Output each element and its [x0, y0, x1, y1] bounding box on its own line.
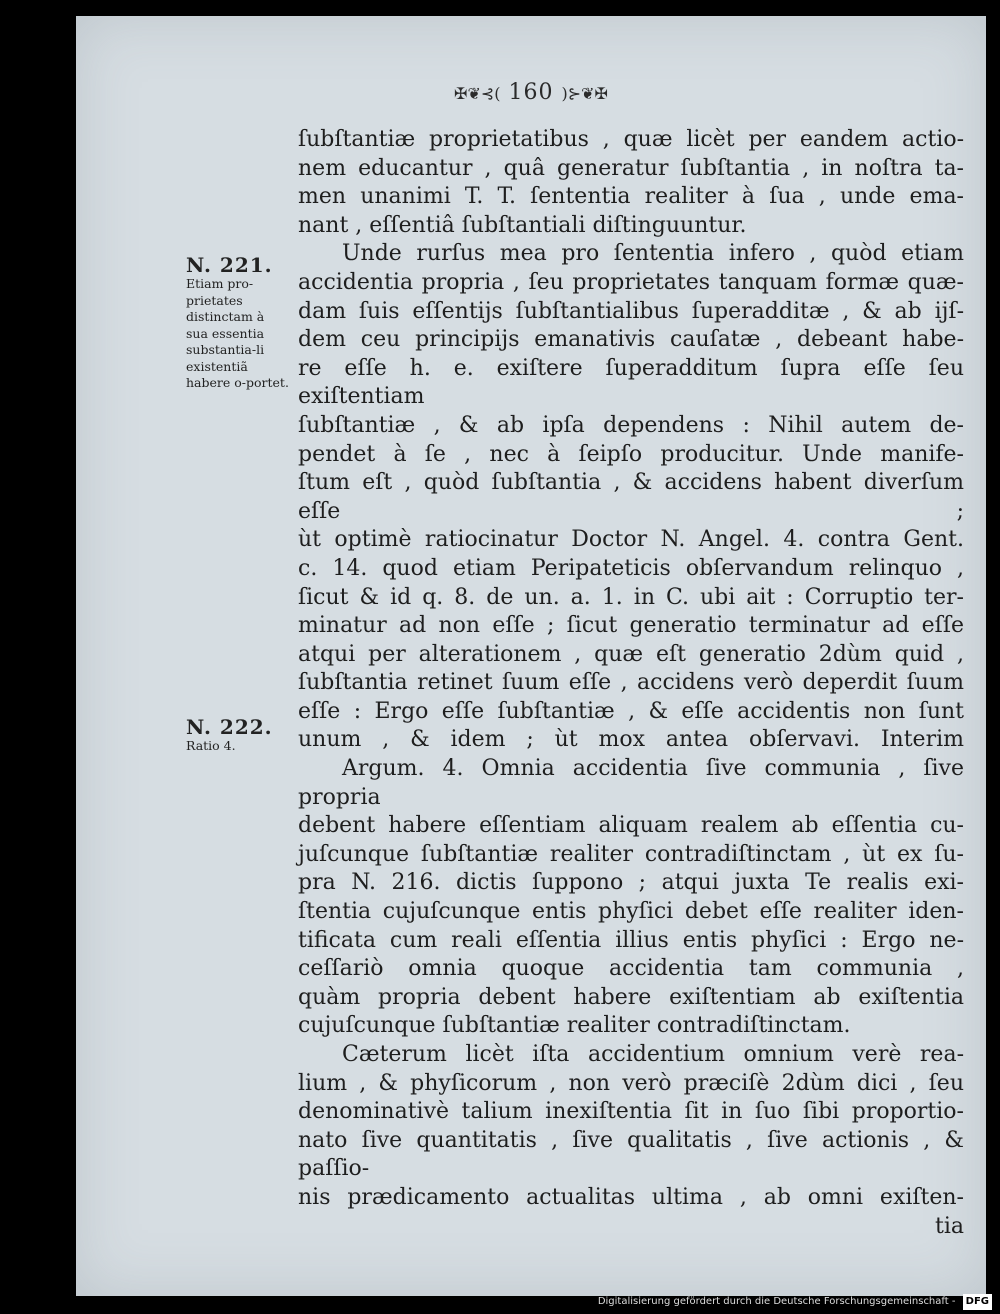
margin-note-222 [186, 716, 290, 755]
text-line: re eſſe h. e. exiſtere ſuperadditum ſupra eſſe ſeu exiſtentiam [298, 355, 964, 410]
text-line: ùt optimè ratiocinatur Doctor N. Angel. 4. contra Gent. [298, 527, 964, 553]
text-line: cujuſcunque ſubſtantiæ realiter contradiſtinctam. [298, 1013, 851, 1039]
text-line: nem educantur , quâ generatur ſubſtantia , in noſtra ta- [298, 155, 964, 181]
margin-note-text: Etiam pro-prietates distinctam à sua essentia substantia-li existentiã habere o-portet. [186, 276, 289, 390]
margin-note-text: Ratio 4. [186, 738, 236, 753]
paragraph-4 [298, 1041, 964, 1241]
ornament-right: )⊱❦✠ [561, 84, 608, 103]
text-line: Unde rurſus mea pro ſententia infero , quòd etiam [342, 241, 964, 267]
text-line: Cæterum licèt iſta accidentium omnium verè rea- [342, 1042, 964, 1067]
page-number [76, 80, 986, 105]
text-line: accidentia propria , ſeu proprietates tanquam formæ quæ- [298, 269, 964, 295]
text-line: pra N. 216. dictis ſuppono ; atqui juxta Te realis exi- [298, 870, 964, 896]
text-line: ſubſtantiæ , & ab ipſa dependens : Nihil autem de- [298, 412, 964, 438]
footer-text: Digitalisierung gefördert durch die Deutsche Forschungsgemeinschaft - [597, 1296, 956, 1307]
text-line: ſubſtantiæ proprietatibus , quæ licèt per eandem actio- [298, 127, 964, 152]
paragraph-3 [298, 755, 964, 1041]
text-line: ſicut & id q. 8. de un. a. 1. in C. ubi ait : Corruptio ter- [298, 584, 964, 610]
text-line: tificata cum reali eſſentia illius entis phyſici : Ergo ne- [298, 927, 964, 953]
text-line: c. 14. quod etiam Peripateticis obſervandum relinquo , [298, 555, 964, 581]
text-line: ſtentia cujuſcunque entis phyſici debet eſſe realiter iden- [298, 899, 964, 925]
margin-note-number: N. 222. [186, 715, 273, 739]
ornament-left: ✠❦⊰( [454, 84, 501, 103]
body-text [298, 126, 964, 1241]
paragraph-1 [298, 126, 964, 240]
book-page [76, 16, 986, 1296]
text-line: eſſe : Ergo eſſe ſubſtantiæ , & eſſe accidentis non ſunt [298, 698, 964, 724]
text-line: lium , & phyſicorum , non verò præciſè 2dùm dici , ſeu [298, 1070, 964, 1096]
margin-note-221 [186, 254, 290, 392]
text-line: nant , eſſentiâ ſubſtantiali diſtinguuntur. [298, 212, 747, 238]
text-line: dam ſuis eſſentijs ſubſtantialibus ſuperadditæ , & ab ijſ- [298, 298, 964, 324]
page-number-value: 160 [508, 80, 554, 105]
text-line: debent habere eſſentiam aliquam realem ab eſſentia cu- [298, 813, 964, 839]
dfg-logo: DFG [963, 1294, 992, 1310]
text-line: unum , & idem ; ùt mox antea obſervavi. Interim [298, 727, 964, 753]
text-line: nato ſive quantitatis , ſive qualitatis , ſive actionis , & paſſio- [298, 1127, 964, 1182]
text-line: ſubſtantia retinet ſuum eſſe , accidens verò deperdit ſuum [298, 670, 964, 696]
text-line: men unanimi T. T. ſententia realiter à ſua , unde ema- [298, 184, 964, 210]
text-line: minatur ad non eſſe ; ſicut generatio terminatur ad eſſe [298, 613, 964, 639]
catchword: tia [935, 1213, 964, 1239]
text-line: nis prædicamento actualitas ultima , ab omni exiſten- [298, 1184, 964, 1210]
paragraph-2 [298, 240, 964, 755]
text-line: Argum. 4. Omnia accidentia ſive communia , ſive propria [298, 756, 964, 810]
text-line: pendet à ſe , nec à ſeipſo producitur. Unde manife- [298, 441, 964, 467]
text-line: atqui per alterationem , quæ eſt generatio 2dùm quid , [298, 641, 964, 667]
text-line: dem ceu principijs emanativis cauſatæ , debeant habe- [298, 327, 964, 353]
text-line: ſtum eſt , quòd ſubſtantia , & accidens habent diverſum eſſe ; [298, 470, 964, 524]
text-line: denominativè talium inexiſtentia ſit in ſuo ſibi proportio- [298, 1099, 964, 1125]
digitization-footer [0, 1294, 1000, 1310]
text-line: juſcunque ſubſtantiæ realiter contradiſtinctam , ùt ex ſu- [298, 841, 964, 867]
text-line: quàm propria debent habere exiſtentiam ab exiſtentia [298, 984, 964, 1010]
margin-note-number: N. 221. [186, 253, 273, 277]
text-line: ceſſariò omnia quoque accidentia tam communia , [298, 956, 964, 982]
